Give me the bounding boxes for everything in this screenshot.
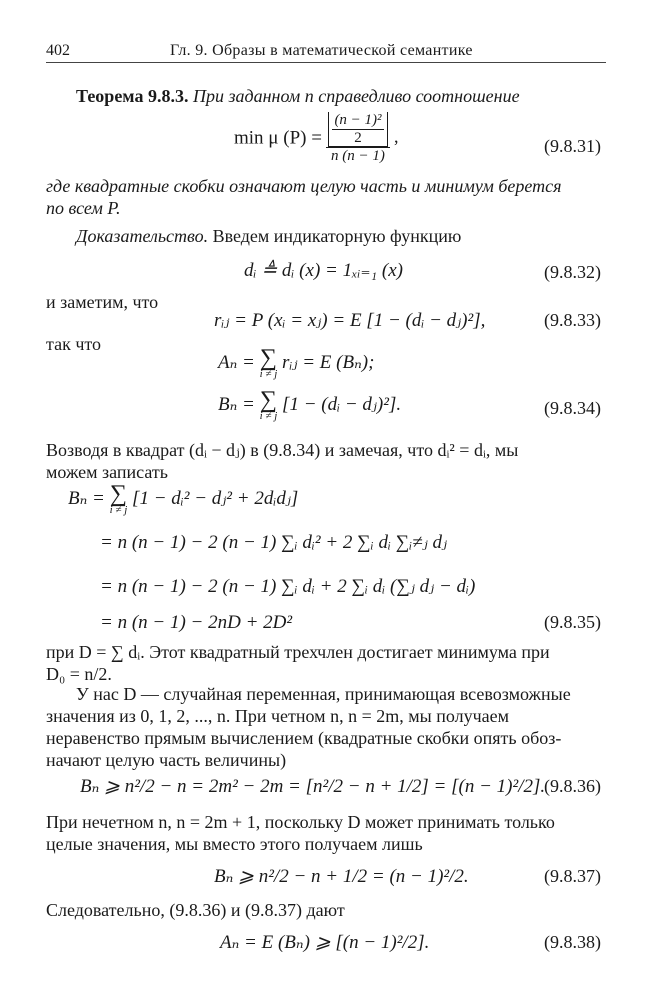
equation-9-8-34 — [218, 388, 401, 422]
sum-symbol: ∑ i ≠ j — [109, 481, 128, 516]
paragraph-4-line-2: целые значения, мы вместо этого получаем лишь — [46, 834, 423, 854]
theorem-label: Теорема 9.8.3. — [76, 86, 189, 106]
paragraph-2-line-2: D₀ = n/2. — [46, 664, 112, 684]
paragraph-5: Следовательно, (9.8.36) и (9.8.37) дают — [46, 900, 345, 920]
equation-9-8-36: Bₙ ⩾ n²/2 − n = 2m² − 2m = [n²/2 − n + 1/2] = [(n − 1)²/2]. — [80, 776, 546, 797]
eq-number: (9.8.35) — [544, 612, 601, 632]
equation-9-8-35-row-4: = n (n − 1) − 2nD + 2D² — [100, 612, 293, 633]
equation-9-8-35-row-3: = n (n − 1) − 2 (n − 1) ∑ᵢ dᵢ + 2 ∑ᵢ dᵢ (∑ⱼ dⱼ − dᵢ) — [100, 576, 476, 597]
theorem-tail-line-2: по всем P. — [46, 198, 121, 218]
note-1: и заметим, что — [46, 292, 159, 312]
eq-number: (9.8.31) — [544, 136, 601, 156]
eq-number: (9.8.32) — [544, 262, 601, 282]
paragraph-4-line-1: При нечетном n, n = 2m + 1, поскольку D может принимать только — [46, 812, 555, 832]
sum-symbol: ∑ i ≠ j — [259, 387, 278, 422]
eq-number: (9.8.37) — [544, 866, 601, 886]
paragraph-3-line-4: начают целую часть величины) — [46, 750, 287, 770]
paragraph-3-line-1: У нас D — случайная переменная, принимающая всевозможные — [76, 684, 571, 704]
eq-lhs: Bₙ = — [68, 488, 105, 510]
eq-tail: , — [394, 126, 399, 147]
theorem-tail-line-1: где квадратные скобки означают целую часть и минимум берется — [46, 176, 562, 196]
denominator: n (n − 1) — [331, 148, 385, 164]
note-2: так что — [46, 334, 102, 354]
paragraph-1-line-2: можем записать — [46, 462, 168, 482]
equation-9-8-38: Aₙ = E (Bₙ) ⩾ [(n − 1)²/2]. — [220, 932, 430, 953]
equation-9-8-35-row-1 — [68, 482, 298, 516]
paragraph-1-line-1: Возводя в квадрат (dᵢ − dⱼ) в (9.8.34) и замечая, что dᵢ² = dᵢ, мы — [46, 440, 519, 460]
eq-lhs: Aₙ = — [218, 352, 255, 374]
eq-rhs: [1 − (dᵢ − dⱼ)²]. — [282, 394, 402, 416]
eq-lhs: min μ (P) = — [234, 127, 322, 149]
equation-9-8-35-row-2: = n (n − 1) − 2 (n − 1) ∑ᵢ dᵢ² + 2 ∑ᵢ dᵢ ∑ᵢ≠ⱼ dⱼ — [100, 532, 447, 553]
fraction — [326, 112, 389, 165]
proof-text: Введем индикаторную функцию — [212, 226, 462, 246]
floor-bracket — [328, 112, 387, 147]
inner-numerator: (n − 1)² — [334, 112, 382, 128]
eq-number: (9.8.33) — [544, 310, 601, 330]
equation-An — [218, 346, 374, 380]
eq-number: (9.8.38) — [544, 932, 601, 952]
page-number: 402 — [46, 42, 70, 59]
eq-number: (9.8.34) — [544, 398, 601, 418]
eq-number: (9.8.36) — [544, 776, 601, 796]
paragraph-3-line-3: неравенство прямым вычислением (квадратные скобки опять обоз- — [46, 728, 562, 748]
equation-9-8-37: Bₙ ⩾ n²/2 − n + 1/2 = (n − 1)²/2. — [214, 866, 469, 887]
theorem-statement: При заданном n справедливо соотношение — [192, 86, 520, 106]
running-header — [46, 40, 606, 63]
eq-rhs: [1 − dᵢ² − dⱼ² + 2dᵢdⱼ] — [132, 488, 299, 510]
running-title: Гл. 9. Образы в математической семантике — [170, 42, 473, 59]
eq-rhs: rᵢⱼ = E (Bₙ); — [282, 352, 375, 374]
equation-9-8-32: dᵢ ≜ dᵢ (x) = 1ₓᵢ₌₁ (x) — [244, 260, 403, 281]
proof-line — [76, 224, 461, 248]
equation-9-8-33: rᵢⱼ = P (xᵢ = xⱼ) = E [1 − (dᵢ − dⱼ)²], — [214, 310, 486, 331]
inner-denominator: 2 — [354, 129, 362, 146]
equation-9-8-31 — [234, 112, 399, 165]
eq-lhs: Bₙ = — [218, 394, 255, 416]
proof-label: Доказательство. — [76, 226, 209, 246]
paragraph-3-line-2: значения из 0, 1, 2, ..., n. При четном n, n = 2m, мы получаем — [46, 706, 509, 726]
paragraph-2-line-1: при D = ∑ dᵢ. Этот квадратный трехчлен достигает минимума при — [46, 642, 550, 662]
sum-symbol: ∑ i ≠ j — [259, 345, 278, 380]
theorem-line — [76, 84, 520, 108]
